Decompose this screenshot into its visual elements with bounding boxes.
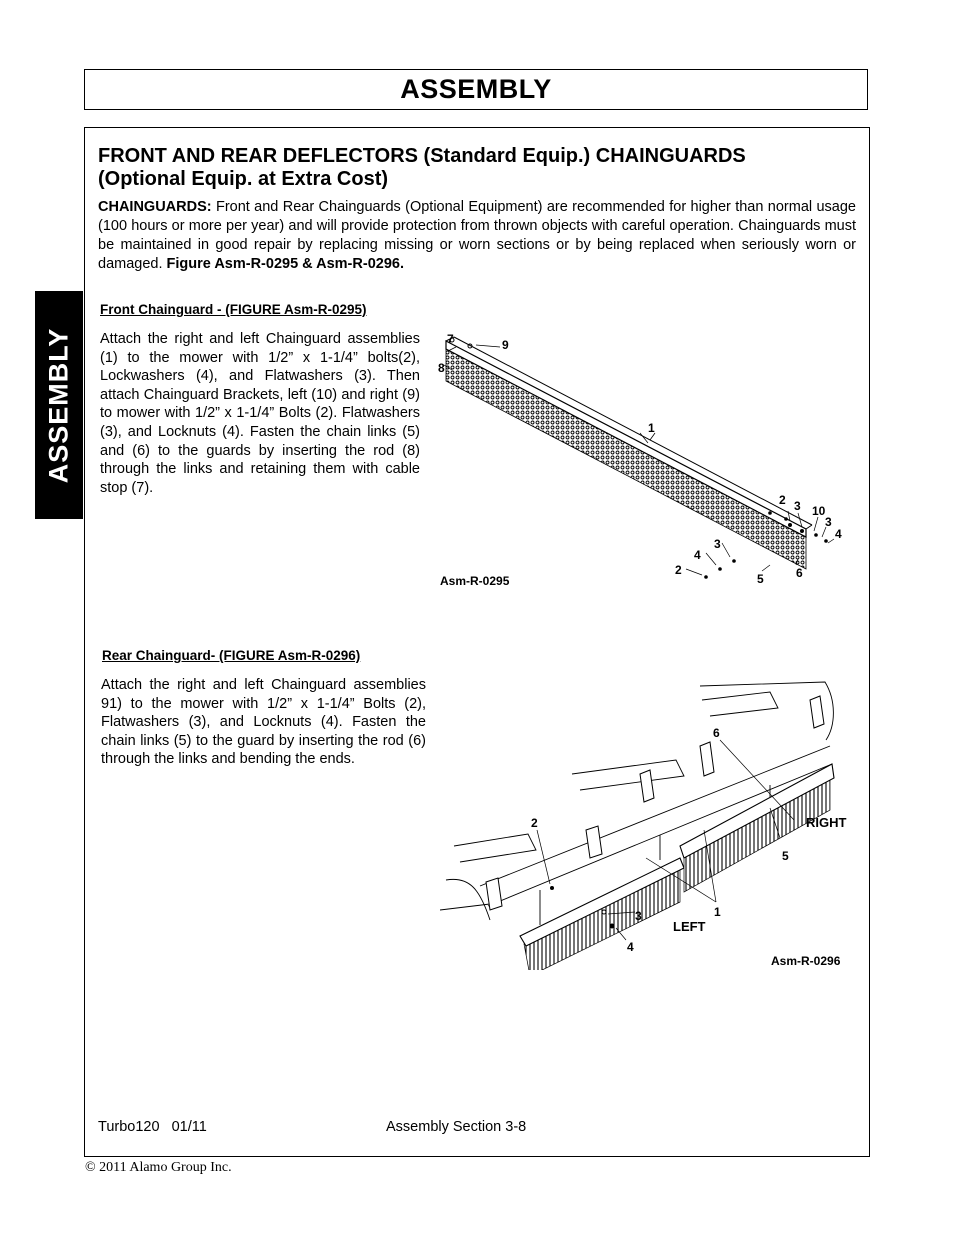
chain-curtain xyxy=(446,347,806,569)
callout-2: 2 xyxy=(531,816,538,830)
callout-1: 1 xyxy=(648,421,655,435)
callout-9: 9 xyxy=(502,338,509,352)
left-chain-curtain xyxy=(524,868,680,970)
intro-label: CHAINGUARDS: xyxy=(98,199,212,215)
front-chainguard-heading: Front Chainguard - (FIGURE Asm-R-0295) xyxy=(100,302,367,317)
content-frame xyxy=(84,127,870,1157)
side-section-tab xyxy=(35,291,83,519)
section-title: FRONT AND REAR DEFLECTORS (Standard Equip.) CHAINGUARDS (Optional Equip. at Extra Cost) xyxy=(98,145,746,190)
figure-caption-asm-r-0295: Asm-R-0295 xyxy=(440,574,510,588)
callout-4: 4 xyxy=(627,940,634,954)
callout-4-lower: 4 xyxy=(694,548,701,562)
callout-3-right: 3 xyxy=(825,515,832,529)
rear-chainguard-text: Attach the right and left Chainguard assemblies 91) to the mower with 1/2” x 1-1/4” Bolts (2), Flatwashers (3), and Locknuts (4). Fasten the chain links (5) to the guard by inserting the rod (6) through the links and bending the ends. xyxy=(101,677,426,768)
footer-section-page: Assembly Section 3-8 xyxy=(386,1119,527,1135)
rear-chainguard-heading: Rear Chainguard- (FIGURE Asm-R-0296) xyxy=(102,648,361,663)
callout-2-lower: 2 xyxy=(675,563,682,577)
callout-1: 1 xyxy=(714,905,721,919)
callout-5: 5 xyxy=(757,572,764,586)
callout-7: 7 xyxy=(447,332,454,346)
header-box xyxy=(84,69,868,110)
label-left: LEFT xyxy=(673,919,706,934)
figure-caption-asm-r-0296: Asm-R-0296 xyxy=(771,954,841,968)
intro-paragraph xyxy=(98,198,856,274)
footer-model-date: Turbo120 01/11 xyxy=(98,1119,207,1135)
copyright-notice: © 2011 Alamo Group Inc. xyxy=(85,1160,232,1175)
rear-chainguard-figure xyxy=(440,680,855,970)
callout-6: 6 xyxy=(713,726,720,740)
callout-6: 6 xyxy=(796,566,803,580)
callout-10: 10 xyxy=(812,504,826,518)
front-chainguard-text: Attach the right and left Chainguard assemblies (1) to the mower with 1/2” x 1-1/4” bolts(2), Lockwashers (4), and Flatwashers (3). Then attach Chainguard Brackets, left (10) and right (9) to mower with 1/2” x 1-1/4” Bolts (2). Flatwashers (3), and Locknuts (4). Fasten the chain links (5) and (6) to the guards by inserting the rod (8) through the links and retaining them with cable stop (7). xyxy=(100,331,420,496)
side-tab-label: ASSEMBLY xyxy=(43,327,74,483)
callout-2-upper: 2 xyxy=(779,493,786,507)
callout-3-upper: 3 xyxy=(794,499,801,513)
page-header-title: ASSEMBLY xyxy=(400,74,552,104)
callout-5: 5 xyxy=(782,849,789,863)
callout-8: 8 xyxy=(438,361,445,375)
intro-figure-ref: Figure Asm-R-0295 & Asm-R-0296. xyxy=(166,256,404,272)
callout-4-right: 4 xyxy=(835,527,842,541)
label-right: RIGHT xyxy=(806,815,847,830)
callout-3: 3 xyxy=(635,909,642,923)
intro-text: Front and Rear Chainguards (Optional Equipment) are recommended for higher than normal usage (100 hours or more per year) and will provide protection from thrown objects with careful operation. Chainguards must be maintained in good repair by replacing missing or worn sections or by being replaced when seriously worn or damaged. xyxy=(98,199,856,272)
chainguard-rail xyxy=(446,341,806,537)
front-chainguard-figure xyxy=(430,325,850,595)
callout-3-lower: 3 xyxy=(714,537,721,551)
